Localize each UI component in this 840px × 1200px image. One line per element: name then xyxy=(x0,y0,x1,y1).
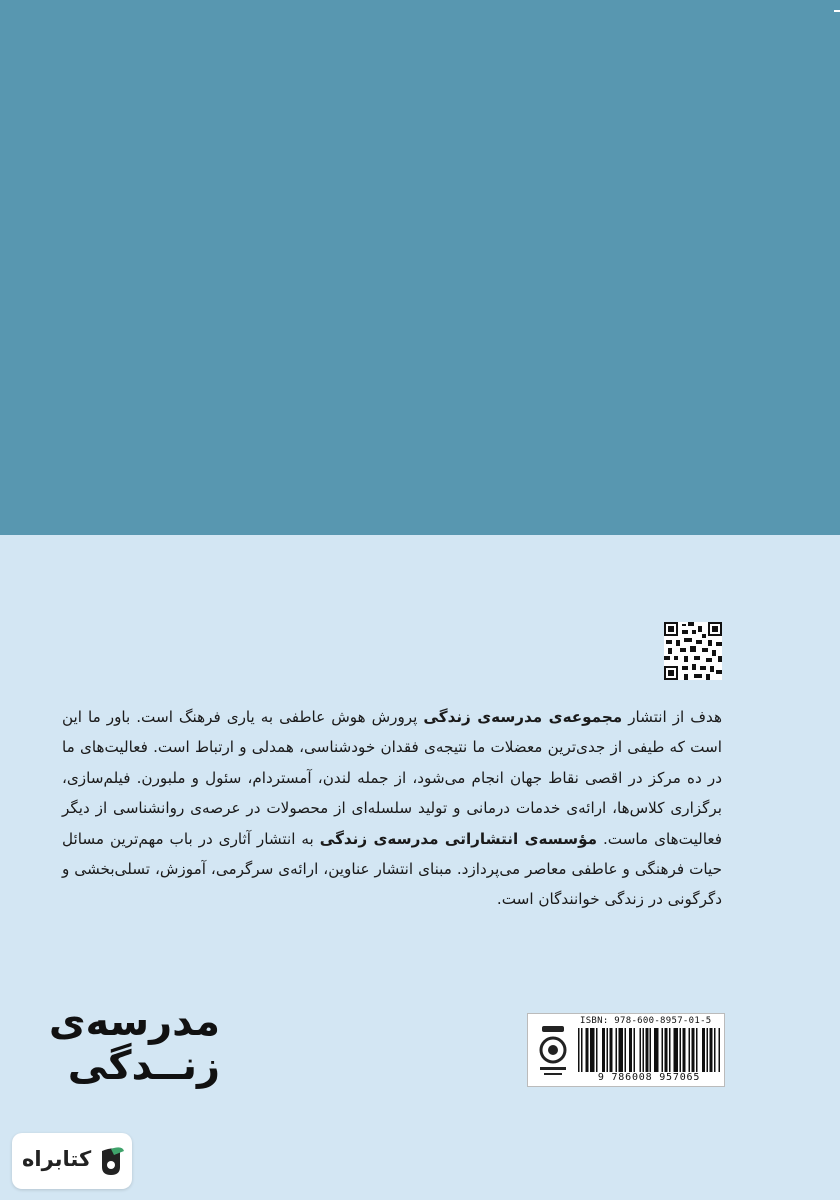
blurb-text-2: پرورش هوش عاطفی به یاری فرهنگ است. باور ما این است که طیفی از جدی‌ترین معضلات ما نتیجه‌ی فقدان خودشناسی، همدلی و ارتباط است. فعالیت‌های ما در ده مرکز در اقصی نقاط جهان انجام می‌شود، از جمله لندن، آمستردام، سئول و ملبورن. فیلم‌سازی، برگزاری کلاس‌ها، ارائه‌ی خدمات درمانی و تولید سلسله‌ای از محصولات در عرصه‌ی روانشناسی از دیگر فعالیت‌های ماست. xyxy=(62,708,722,848)
barcode-bar xyxy=(692,1028,693,1072)
barcode-bar xyxy=(657,1028,658,1072)
barcode-bars xyxy=(578,1028,720,1072)
barcode-bar xyxy=(639,1028,640,1072)
barcode-bar xyxy=(683,1028,684,1072)
barcode-bar xyxy=(665,1028,666,1072)
barcode-bar xyxy=(621,1028,622,1072)
barcode-bar xyxy=(642,1028,643,1072)
barcode-bar xyxy=(704,1028,705,1072)
barcode-bar xyxy=(675,1028,676,1072)
isbn-label: ISBN: 978-600-8957-01-5 xyxy=(580,1016,712,1026)
barcode-bar xyxy=(654,1028,655,1072)
logo-line-1: مدرسه‌ی xyxy=(48,999,220,1045)
barcode-bar xyxy=(650,1028,651,1072)
barcode-bar xyxy=(624,1028,625,1072)
barcode-bar xyxy=(710,1028,711,1072)
barcode-bar xyxy=(719,1028,720,1072)
barcode-bar xyxy=(578,1028,579,1072)
barcode-bar xyxy=(618,1028,619,1072)
barcode-bar xyxy=(581,1028,582,1072)
barcode-bar xyxy=(603,1028,604,1072)
barcode-bar xyxy=(591,1028,592,1072)
taaghche-ketabrah-icon xyxy=(96,1145,126,1177)
barcode-bar xyxy=(620,1028,621,1072)
blurb-text-3: به انتشار آثاری در باب مهم‌ترین مسائل حیات فرهنگی و عاطفی معاصر می‌پردازد. مبنای انتشار عناوین، ارائه‌ی سرگرمی، آموزش، تسلی‌بخشی و دگرگونی در زندگی خوانندگان است. xyxy=(62,829,722,909)
barcode-bar xyxy=(693,1028,694,1072)
qr-code-icon xyxy=(664,622,722,680)
barcode-bar xyxy=(633,1028,634,1072)
barcode-bar xyxy=(602,1028,603,1072)
barcode-bar xyxy=(609,1028,610,1072)
barcode-bar xyxy=(645,1028,646,1072)
corner-mark xyxy=(834,10,840,12)
barcode-bar xyxy=(629,1028,630,1072)
cover-top-panel xyxy=(0,0,840,535)
school-of-life-logo xyxy=(48,999,220,1095)
logo-line-2: زنــدگی xyxy=(67,1043,220,1089)
barcode-bar xyxy=(684,1028,685,1072)
barcode-bar xyxy=(674,1028,675,1072)
barcode-bar xyxy=(585,1028,586,1072)
barcode-bar xyxy=(669,1028,670,1072)
blurb-publisher-name: مؤسسه‌ی انتشاراتی مدرسه‌ی زندگی xyxy=(319,829,598,848)
barcode-bar xyxy=(590,1028,591,1072)
barcode-bar xyxy=(677,1028,678,1072)
barcode-bar xyxy=(596,1028,597,1072)
barcode-bar xyxy=(611,1028,612,1072)
barcode-bar xyxy=(615,1028,616,1072)
blurb-text-1: هدف از انتشار xyxy=(622,708,722,726)
barcode-bar xyxy=(680,1028,681,1072)
barcode-bar xyxy=(707,1028,708,1072)
ketabrah-watermark xyxy=(12,1133,132,1189)
barcode-bar xyxy=(630,1028,631,1072)
blurb-series-name: مجموعه‌ی مدرسه‌ی زندگی xyxy=(423,708,623,726)
barcode-bar xyxy=(711,1028,712,1072)
barcode-bar xyxy=(666,1028,667,1072)
barcode-bar xyxy=(689,1028,690,1072)
barcode-bar xyxy=(656,1028,657,1072)
barcode-bar xyxy=(702,1028,703,1072)
barcode-bar xyxy=(647,1028,648,1072)
barcode-bar xyxy=(606,1028,607,1072)
ean-digits: 9 786008 957065 xyxy=(597,1072,701,1083)
barcode-bar xyxy=(593,1028,594,1072)
publisher-logo-icon xyxy=(534,1022,572,1078)
barcode-bar xyxy=(714,1028,715,1072)
barcode-bar xyxy=(696,1028,697,1072)
barcode-bar xyxy=(662,1028,663,1072)
barcode-bar xyxy=(587,1028,588,1072)
barcode-box xyxy=(527,1013,725,1087)
watermark-text: کتابراه xyxy=(22,1147,92,1171)
back-cover-blurb xyxy=(62,702,722,915)
